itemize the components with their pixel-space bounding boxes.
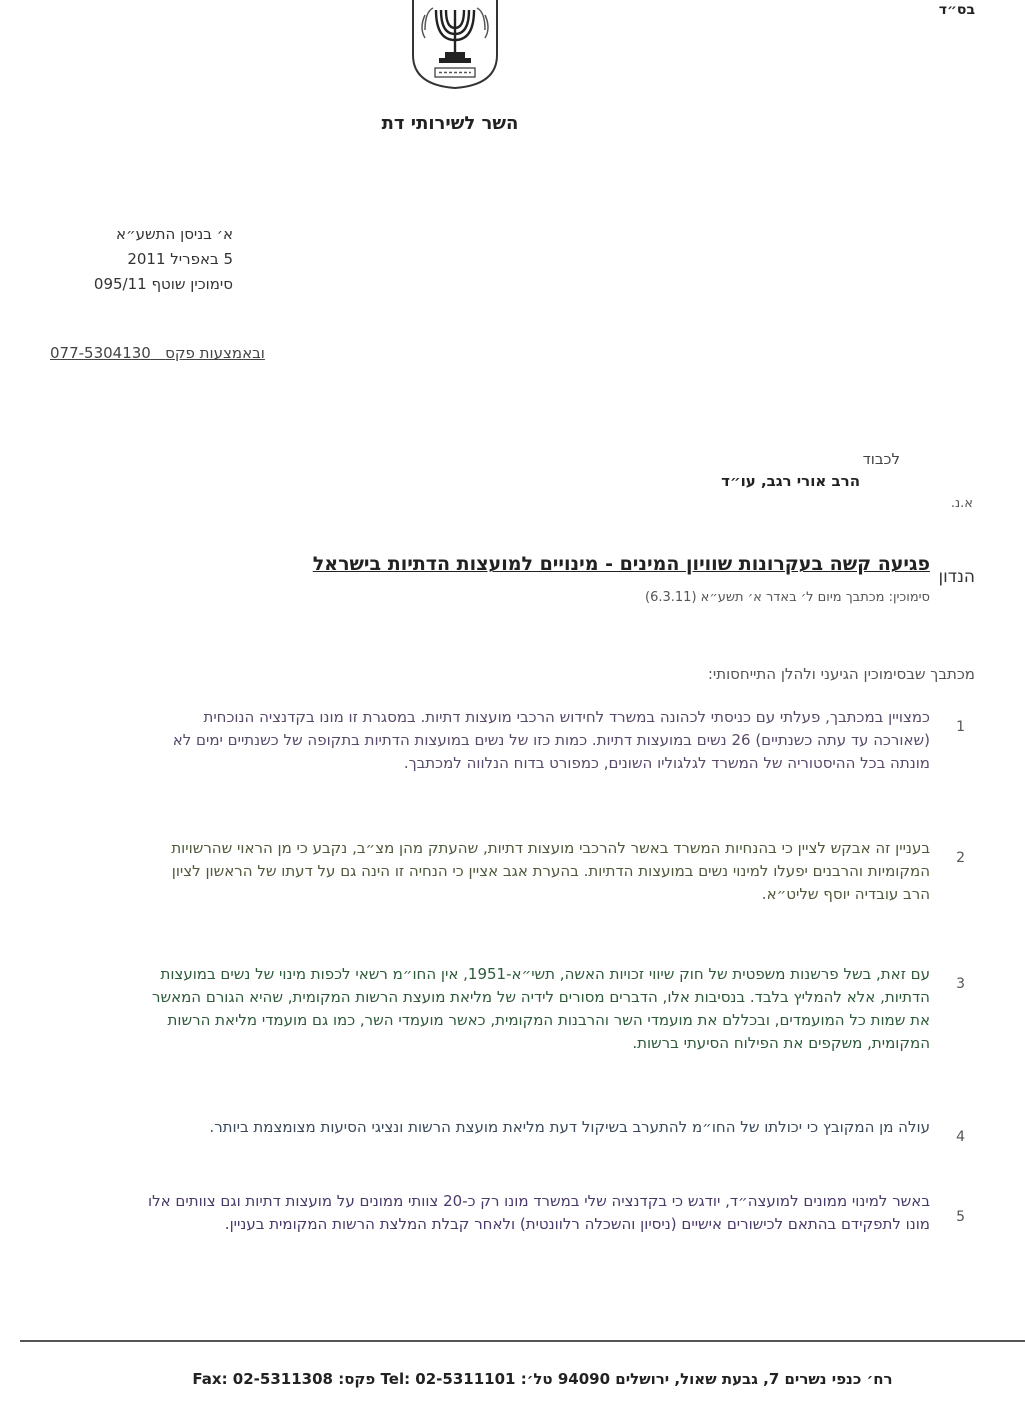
letter-paragraph: בעניין זה אבקש לציין כי בהנחיות המשרד באשר להרכבי מועצות דתיות, שהעתק מהן מצ״ב, נקבע כי מן הראוי שהרשויות המקומיות והרבנים יפעלו למינוי נשים במועצות הדתיות. בהערת אגב אציין כי הנחיה זו הינה גם על דעתו של הראשון לציון הרב עובדיה יוסף שליט״א. — [171, 839, 930, 903]
state-emblem — [405, 0, 505, 90]
footer-divider — [20, 1340, 1025, 1342]
fax-number: 077-5304130 — [50, 344, 151, 362]
salutation-an: א.נ. — [950, 496, 973, 511]
lekavod-label: לכבוד — [862, 450, 900, 468]
item-number: 5 — [956, 1209, 965, 1225]
letter-paragraph: באשר למינוי ממונים למועצה״ד, יודגש כי בקדנציה שלי במשרד מונו רק כ-20 צוותי ממונים על מועצות דתיות וגם צוותים אלו מונו לתפקידם בהתאם לכישורים אישיים (ניסיון והשכלה רלוונטית) ולאחר קבלת המלצת הרשות המקומית בעניין. — [148, 1192, 930, 1233]
subject-label: הנדון — [938, 567, 975, 587]
item-number: 3 — [956, 976, 965, 992]
minister-title: השר לשירותי דת — [381, 113, 519, 134]
subject-line: פגיעה קשה בעקרונות שוויון המינים - מינויים למועצות הדתיות בישראל — [312, 553, 930, 575]
letter-intro: מכתבך שבסימוכין הגיעני ולהלן התייחסותי: — [707, 665, 975, 683]
hebrew-date: א׳ בניסן התשע״א — [115, 225, 233, 243]
reference-number: סימוכין שוטף 095/11 — [93, 275, 233, 293]
subject-reference: סימוכין: מכתבך מיום ל׳ באדר א׳ תשע״א (6.3.11) — [645, 590, 930, 605]
bsd-mark: בס״ד — [938, 2, 975, 18]
date-block — [94, 222, 233, 297]
menorah-emblem-icon — [405, 0, 505, 90]
footer-address: רח׳ כנפי נשרים 7, גבעת שאול, ירושלים 94090 טל׳: Tel: 02-5311101 פקס: Fax: 02-5311308 — [192, 1370, 893, 1388]
item-number: 2 — [956, 850, 965, 866]
fax-label: ובאמצעות פקס — [165, 344, 265, 362]
letter-paragraph: כמצויין במכתבך, פעלתי עם כניסתי לכהונה במשרד לחידוש הרכבי מועצות דתיות. במסגרת זו מונו בקדנציה הנוכחית (שאורכה עד עתה כשנתיים) 26 נשים במועצות דתיות. כמות כזו של נשים במועצות הדתיות בתקופה של כשנתיים ימים לא מונתה בכל ההיסטוריה של המשרד לגלגוליו השונים, כמפורט בדוח הנלווה למכתבך. — [172, 708, 930, 772]
fax-line — [50, 344, 265, 362]
letter-paragraph: עם זאת, בשל פרשנות משפטית של חוק שיווי זכויות האשה, תשי״א-1951, אין החו״מ רשאי לכפות מינוי של נשים במועצות הדתיות, אלא להמליץ בלבד. בנסיבות אלו, הדברים מסורים לידיה של מליאת מועצת הרשות המקומית, שהיא הגורם המאשר את שמות כל המועמדים, ובכללם את מועמדי השר והרבנות המקומית, כאשר מועמדי השר, כמו גם מועמדי מליאת הרשות המקומית, משקפים את הפילוח הסיעתי ברשות. — [152, 965, 930, 1052]
item-number: 4 — [956, 1129, 965, 1145]
gregorian-date: 5 באפריל 2011 — [127, 250, 233, 268]
item-number: 1 — [956, 719, 965, 735]
letter-paragraph: עולה מן המקובץ כי יכולתו של החו״מ להתערב בשיקול דעת מליאת מועצת הרשות ונציגי הסיעות מצומצמת ביותר. — [209, 1118, 930, 1136]
recipient-name: הרב אורי רגב, עו״ד — [721, 472, 860, 490]
